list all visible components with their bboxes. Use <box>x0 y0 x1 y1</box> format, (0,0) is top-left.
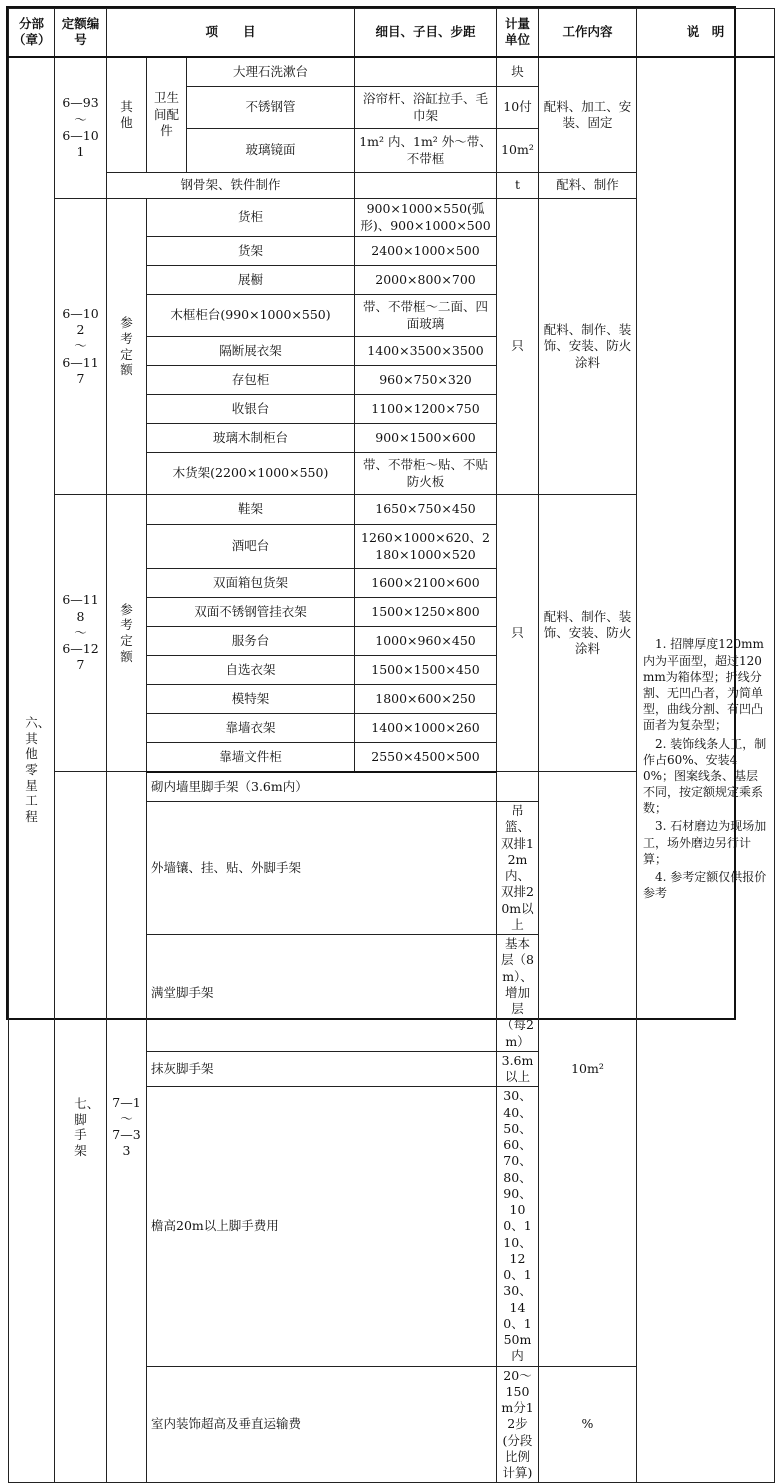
g2-detail: 带、不带框～二面、四面玻璃 <box>355 295 497 337</box>
g2-detail: 1100×1200×750 <box>355 395 497 424</box>
g3-work: 配料、制作、装饰、安装、防火涂料 <box>539 495 637 772</box>
g2-item: 货架 <box>147 237 355 266</box>
g3-item: 靠墙衣架 <box>147 714 355 743</box>
g2-item: 隔断展衣架 <box>147 337 355 366</box>
remark-line: 3. 石材磨边为现场加工，场外磨边另行计算； <box>643 819 767 866</box>
g2-item: 货柜 <box>147 199 355 237</box>
sec7-detail: 20～150m分12步(分段比例计算) <box>497 1366 539 1483</box>
g3-item: 鞋架 <box>147 495 355 525</box>
g3-unit: 只 <box>497 495 539 772</box>
g2-item: 存包柜 <box>147 366 355 395</box>
sec7-detail: 基本层（8m）、增加层（每2m） <box>497 935 539 1052</box>
g2-unit: 只 <box>497 199 539 495</box>
sec7-unit-last: % <box>539 1366 637 1483</box>
g1-work: 配料、加工、安装、固定 <box>539 57 637 173</box>
remark-line: 1. 招牌厚度120mm内为平面型，超过120mm为箱体型；折线分割、无凹凸者，为简单型，曲线分割、有凹凸面者为复杂型； <box>643 637 764 733</box>
g3-code-range: 6—118 ～ 6—127 <box>55 495 107 772</box>
g3-detail: 1650×750×450 <box>355 495 497 525</box>
sec7-item: 室内装饰超高及垂直运输费 <box>147 1366 497 1483</box>
header-remark: 说 明 <box>637 9 775 57</box>
sec7-unit-main: 10m² <box>539 772 637 1367</box>
g3-detail: 2550×4500×500 <box>355 743 497 772</box>
sec7-code-range: 7—1 ～ 7—33 <box>107 772 147 1483</box>
g3-item: 模特架 <box>147 685 355 714</box>
g1-label: 其他 <box>107 57 147 173</box>
g3-detail: 1600×2100×600 <box>355 569 497 598</box>
sec7-item: 满堂脚手架 <box>147 935 497 1052</box>
quota-table-sheet <box>6 6 767 1480</box>
g2-label: 参考定额 <box>107 199 147 495</box>
sec7-detail <box>497 772 539 802</box>
g1-steel-unit: t <box>497 173 539 199</box>
sec7-detail: 30、40、50、60、70、80、90、100、110、120、130、140、150m内 <box>497 1087 539 1366</box>
g1-steel-item: 钢骨架、铁件制作 <box>107 173 355 199</box>
g2-item: 木框柜台(990×1000×550) <box>147 295 355 337</box>
g3-item: 双面不锈钢管挂衣架 <box>147 598 355 627</box>
g1-detail: 1m² 内、1m² 外～带、不带框 <box>355 129 497 173</box>
g3-item: 靠墙文件柜 <box>147 743 355 772</box>
g3-item: 双面箱包货架 <box>147 569 355 598</box>
g3-detail: 1400×1000×260 <box>355 714 497 743</box>
header-unit: 计量单位 <box>497 9 539 57</box>
header-section: 分部（章） <box>9 9 55 57</box>
g1-detail: 浴帘杆、浴缸拉手、毛巾架 <box>355 87 497 129</box>
g3-item: 酒吧台 <box>147 525 355 569</box>
g2-detail: 960×750×320 <box>355 366 497 395</box>
g1-unit: 10付 <box>497 87 539 129</box>
header-work: 工作内容 <box>539 9 637 57</box>
g2-detail: 1400×3500×3500 <box>355 337 497 366</box>
g1-unit: 10m² <box>497 129 539 173</box>
g2-detail: 带、不带柜～贴、不贴防火板 <box>355 453 497 495</box>
sec7-detail: 3.6m以上 <box>497 1051 539 1087</box>
section-6-remark <box>637 57 775 1483</box>
header-item: 项 目 <box>107 9 355 57</box>
g3-detail: 1800×600×250 <box>355 685 497 714</box>
g1-code-range: 6—93 ～ 6—101 <box>55 57 107 199</box>
g3-item: 自选衣架 <box>147 656 355 685</box>
g2-detail: 900×1000×550(弧形)、900×1000×500 <box>355 199 497 237</box>
g2-code-range: 6—102 ～ 6—117 <box>55 199 107 495</box>
g2-work: 配料、制作、装饰、安装、防火涂料 <box>539 199 637 495</box>
g1-unit: 块 <box>497 57 539 87</box>
g3-detail: 1500×1250×800 <box>355 598 497 627</box>
sec7-item: 砌内墙里脚手架（3.6m内） <box>147 772 497 802</box>
g1-detail <box>355 57 497 87</box>
g1-item: 大理石洗漱台 <box>187 57 355 87</box>
sec7-item: 檐高20m以上脚手费用 <box>147 1087 497 1366</box>
g3-item: 服务台 <box>147 627 355 656</box>
g2-detail: 2400×1000×500 <box>355 237 497 266</box>
section-6-title: 六、其他零星工程 <box>9 57 55 1483</box>
g1-item: 玻璃镜面 <box>187 129 355 173</box>
g2-item: 展橱 <box>147 266 355 295</box>
g3-detail: 1500×1500×450 <box>355 656 497 685</box>
g3-detail: 1000×960×450 <box>355 627 497 656</box>
remark-line: 2. 装饰线条人工，制作占60%、安装40%；图案线条、基层不同，按定额规定乘系数； <box>643 736 767 816</box>
quota-table <box>8 8 775 1483</box>
g1-item: 不锈钢管 <box>187 87 355 129</box>
g3-label: 参考定额 <box>107 495 147 772</box>
sec7-item: 外墙镶、挂、贴、外脚手架 <box>147 802 497 935</box>
sec7-item: 抹灰脚手架 <box>147 1051 497 1087</box>
sec7-detail: 吊篮、双排12m内、双排20m以上 <box>497 802 539 935</box>
section-7-title: 七、脚手架 <box>55 772 107 1483</box>
g2-detail: 900×1500×600 <box>355 424 497 453</box>
header-detail: 细目、子目、步距 <box>355 9 497 57</box>
g2-item: 收银台 <box>147 395 355 424</box>
g1-steel-work: 配料、制作 <box>539 173 637 199</box>
header-code: 定额编号 <box>55 9 107 57</box>
g2-detail: 2000×800×700 <box>355 266 497 295</box>
g2-item: 玻璃木制柜台 <box>147 424 355 453</box>
g3-detail: 1260×1000×620、2180×1000×520 <box>355 525 497 569</box>
g1-steel-detail <box>355 173 497 199</box>
remark-line: 4. 参考定额仅供报价参考 <box>643 870 767 901</box>
g1-sublabel: 卫生间配件 <box>147 57 187 173</box>
g2-item: 木货架(2200×1000×550) <box>147 453 355 495</box>
